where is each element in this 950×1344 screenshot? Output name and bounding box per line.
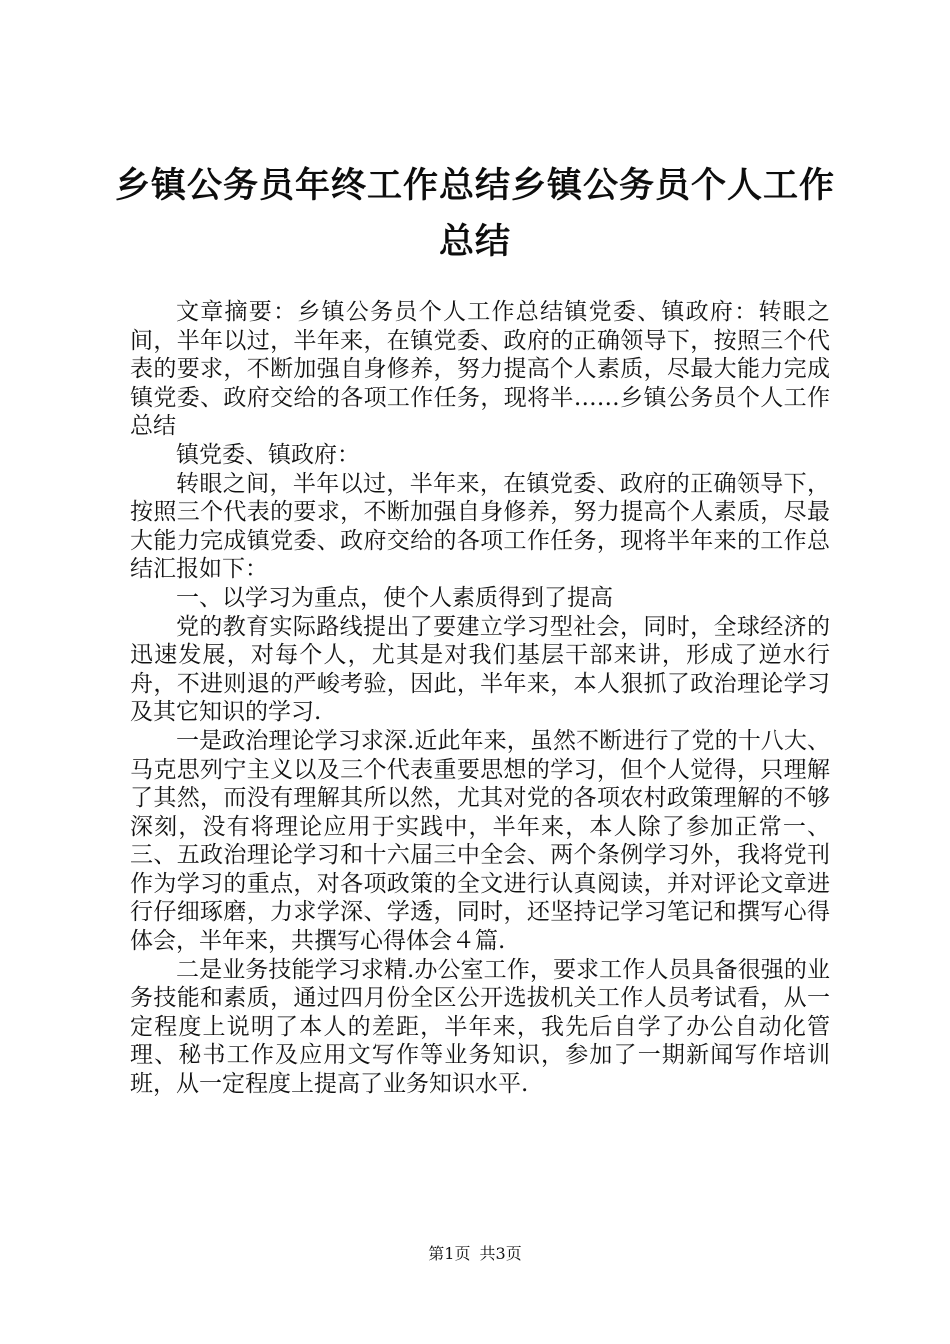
page-footer bbox=[0, 1244, 950, 1264]
paragraph-abstract: 文章摘要：乡镇公务员个人工作总结镇党委、镇政府：转眼之间，半年以过，半年来，在镇党委、政府的正确领导下，按照三个代表的要求，不断加强自身修养，努力提高个人素质，尽最大能力完成镇党委、政府交给的各项工作任务，现将半……乡镇公务员个人工作总结 bbox=[130, 299, 830, 440]
page-number: 第1页 bbox=[428, 1244, 471, 1263]
paragraph-intro: 转眼之间，半年以过，半年来，在镇党委、政府的正确领导下，按照三个代表的要求，不断加强自身修养，努力提高个人素质，尽最大能力完成镇党委、政府交给的各项工作任务，现将半年来的工作总结汇报如下： bbox=[130, 470, 830, 583]
section-heading: 一、以学习为重点，使个人素质得到了提高 bbox=[176, 584, 613, 611]
paragraph-skills: 二是业务技能学习求精.办公室工作，要求工作人员具备很强的业务技能和素质，通过四月份全区公开选拔机关工作人员考试看，从一定程度上说明了本人的差距，半年来，我先后自学了办公自动化管理、秘书工作及应用文写作等业务知识，参加了一期新闻写作培训班，从一定程度上提高了业务知识水平. bbox=[130, 956, 830, 1098]
document-title bbox=[110, 158, 840, 270]
title-line-2: 总结 bbox=[438, 222, 511, 262]
page-total: 共3页 bbox=[479, 1244, 522, 1263]
document-body bbox=[130, 298, 830, 1099]
paragraph-learning: 党的教育实际路线提出了要建立学习型社会，同时，全球经济的迅速发展，对每个人，尤其是对我们基层干部来讲，形成了逆水行舟，不进则退的严峻考验，因此，半年来，本人狠抓了政治理论学习及其它知识的学习. bbox=[130, 613, 830, 726]
title-line-1: 乡镇公务员年终工作总结乡镇公务员个人工作 bbox=[114, 166, 835, 206]
paragraph-salutation: 镇党委、镇政府： bbox=[176, 441, 360, 468]
paragraph-politics: 一是政治理论学习求深.近此年来，虽然不断进行了党的十八大、马克思列宁主义以及三个代表重要思想的学习，但个人觉得，只理解了其然，而没有理解其所以然，尤其对党的各项农村政策理解的不够深刻，没有将理论应用于实践中，半年来，本人除了参加正常一、三、五政治理论学习和十六届三中全会、两个条例学习外，我将党刊作为学习的重点，对各项政策的全文进行认真阅读，并对评论文章进行仔细琢磨，力求学深、学透，同时，还坚持记学习笔记和撰写心得体会，半年来，共撰写心得体会４篇. bbox=[130, 727, 830, 955]
